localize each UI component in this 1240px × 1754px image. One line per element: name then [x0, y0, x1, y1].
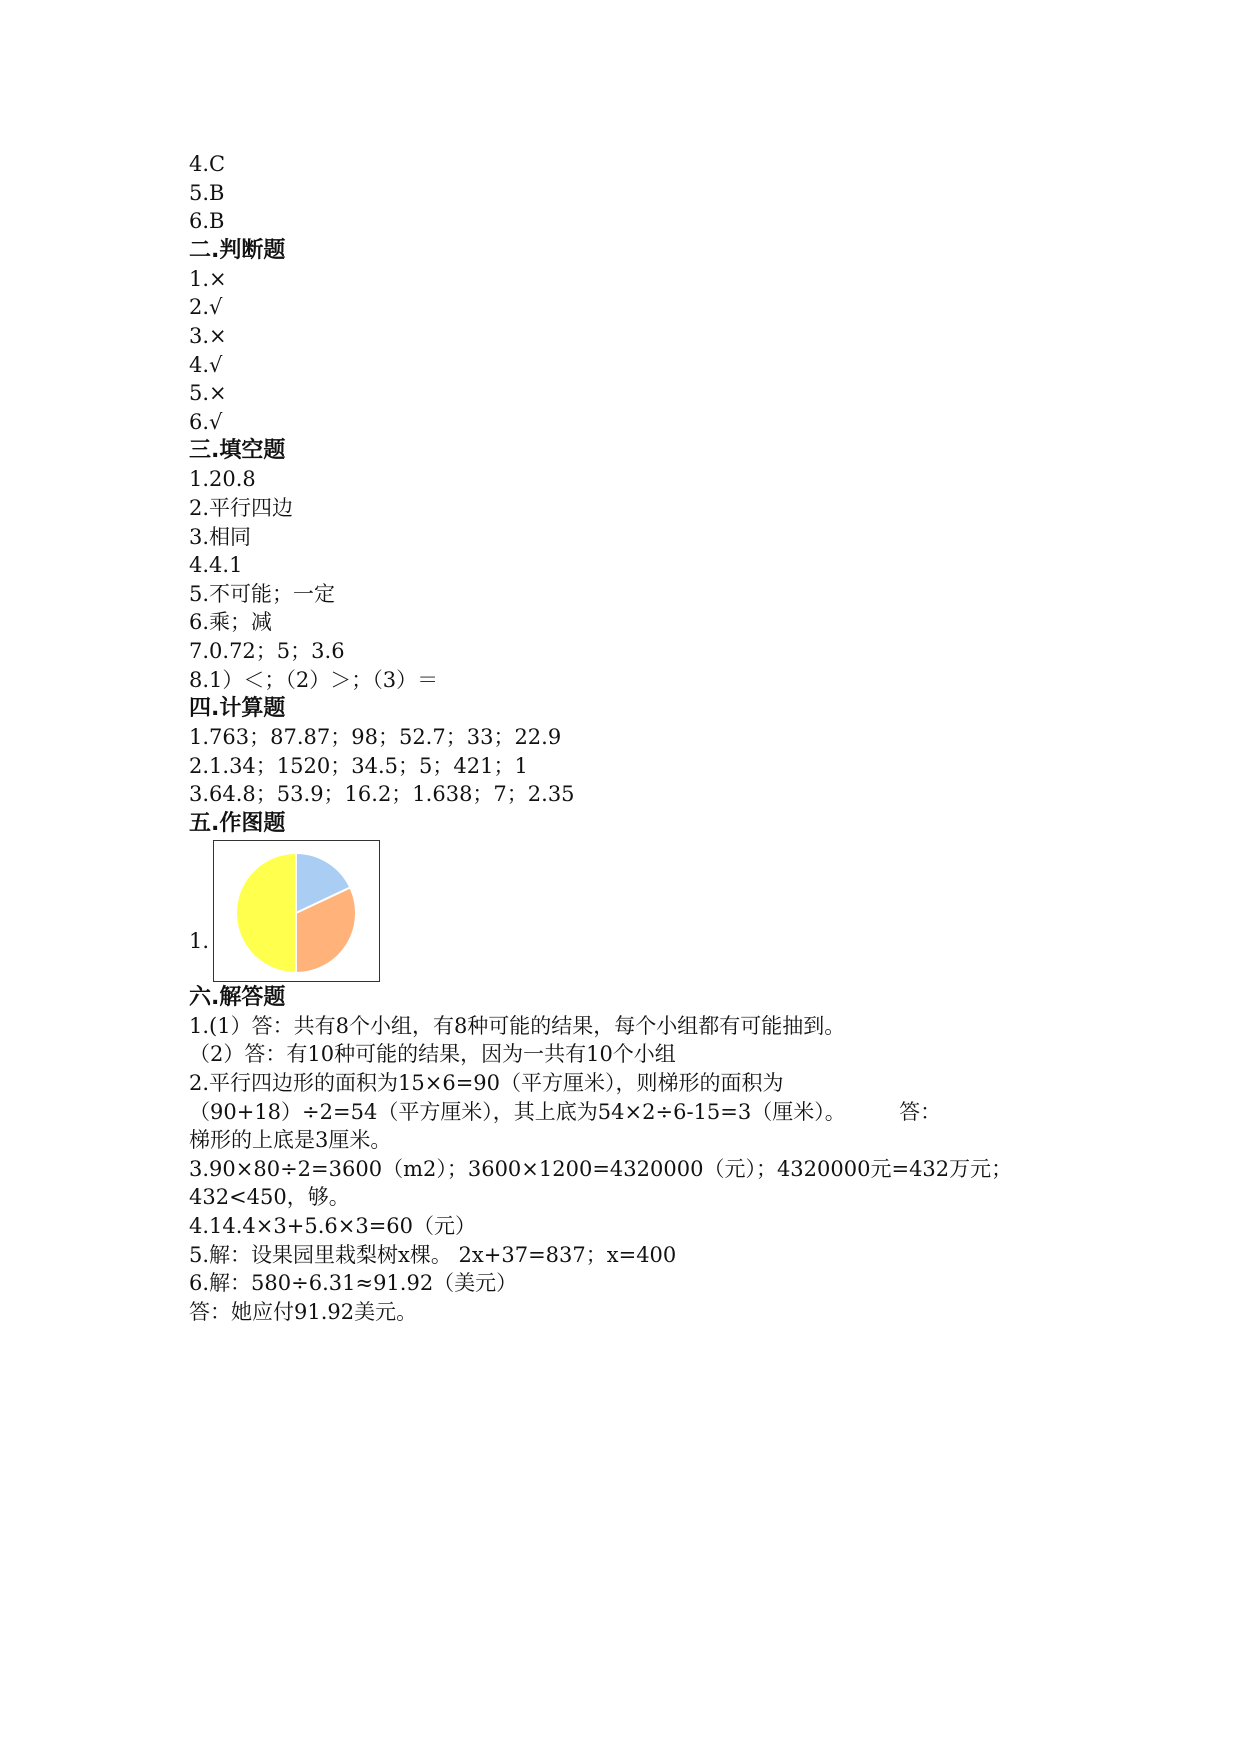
answer-line: 答：她应付91.92美元。 — [189, 1299, 418, 1324]
answer-line: （2）答：有10种可能的结果，因为一共有10个小组 — [189, 1042, 676, 1067]
answer-line: 6.解：580÷6.31≈91.92（美元） — [189, 1271, 518, 1296]
answer-line: 2.1.34；1520；34.5；5；421；1 — [189, 753, 528, 778]
answer-line: 1.× — [189, 266, 227, 291]
answer-line: 梯形的上底是3厘米。 — [189, 1128, 392, 1153]
drawing-answer — [189, 838, 1089, 983]
answer-line: 5.B — [189, 180, 225, 205]
answer-line: 5.× — [189, 381, 227, 406]
pie-slice-1 — [236, 853, 296, 973]
section-heading-drawing: 五.作图题 — [189, 810, 286, 836]
answer-line: 4.C — [189, 152, 226, 176]
section-heading-word-problems: 六.解答题 — [189, 984, 286, 1010]
answer-line: 2.平行四边 — [189, 495, 294, 520]
answer-line: 5.不可能；一定 — [189, 581, 336, 606]
answer-line: 3.90×80÷2=3600（m2）；3600×1200=4320000（元）；4320000元=432万元； — [189, 1156, 1013, 1181]
answer-line: 2.√ — [189, 295, 223, 320]
answer-line: 5.解：设果园里栽梨树x棵。 2x+37=837；x=400 — [189, 1242, 677, 1267]
section-heading-fill-blank: 三.填空题 — [189, 438, 286, 464]
answer-line: 4.4.1 — [189, 553, 243, 578]
pie-chart — [214, 841, 379, 981]
answer-line: 432<450，够。 — [189, 1185, 350, 1210]
section-heading-judgement: 二.判断题 — [189, 237, 286, 263]
answer-line: 1.763；87.87；98；52.7；33；22.9 — [189, 725, 562, 750]
drawing-item-number: 1. — [189, 928, 210, 953]
answer-line: 1.20.8 — [189, 467, 256, 492]
answer-line: 4.14.4×3+5.6×3=60（元） — [189, 1214, 477, 1239]
answer-line: （90+18）÷2=54（平方厘米），其上底为54×2÷6-15=3（厘米）。 答： — [189, 1099, 942, 1124]
answer-line: 1.(1）答：共有8个小组，有8种可能的结果，每个小组都有可能抽到。 — [189, 1013, 846, 1038]
answer-page — [189, 150, 1089, 1326]
pie-chart-frame — [213, 840, 380, 982]
answer-line: 3.× — [189, 323, 227, 348]
answer-line: 6.乘；减 — [189, 610, 273, 635]
answer-line: 2.平行四边形的面积为15×6=90（平方厘米），则梯形的面积为 — [189, 1071, 784, 1096]
answer-line: 6.√ — [189, 409, 223, 434]
answer-line: 3.相同 — [189, 524, 252, 549]
answer-line: 7.0.72；5；3.6 — [189, 638, 345, 663]
answer-line: 4.√ — [189, 352, 223, 377]
answer-line: 6.B — [189, 209, 225, 234]
section-heading-calculation: 四.计算题 — [189, 696, 286, 722]
answer-line: 8.1）＜；（2）＞；（3）＝ — [189, 667, 439, 692]
answer-line: 3.64.8；53.9；16.2；1.638；7；2.35 — [189, 782, 575, 807]
